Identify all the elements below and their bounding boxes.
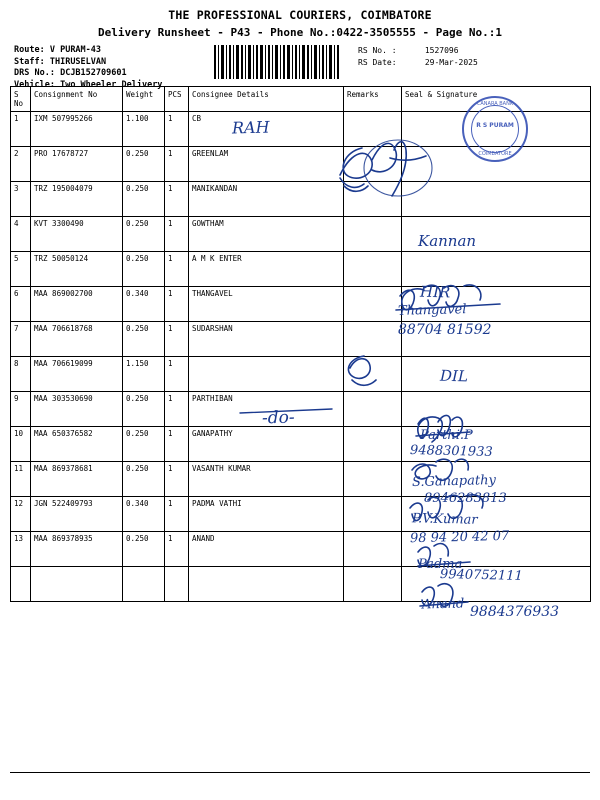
cell-remarks: [344, 462, 402, 497]
cell-consignment: TRZ 195004079: [31, 182, 123, 217]
cell-seal: [402, 182, 591, 217]
cell-pcs: 1: [165, 252, 189, 287]
header-consignment-no: Consignment No: [31, 87, 123, 112]
rs-no-value: 1527096: [424, 46, 459, 55]
handwritten-note: 9488301933: [409, 442, 493, 461]
table-row-blank: [11, 567, 591, 602]
cell-consignee: THANGAVEL: [189, 287, 344, 322]
cell-sno: 7: [11, 322, 31, 357]
cell-consignee: [189, 357, 344, 392]
cell-sno: 9: [11, 392, 31, 427]
staff-row: [14, 57, 162, 69]
route-label: Route:: [14, 45, 45, 55]
cell-weight: 0.250: [123, 252, 165, 287]
handwritten-note: 8946283813: [424, 491, 507, 506]
company-title: THE PROFESSIONAL COURIERS, COIMBATORE: [168, 8, 432, 22]
cell-remarks: [344, 147, 402, 182]
barcode: [214, 45, 342, 79]
table-bottom-border: [10, 772, 590, 773]
cell-pcs: 1: [165, 357, 189, 392]
header-weight: Weight: [123, 87, 165, 112]
meta-left-block: [14, 45, 162, 91]
cell-remarks: [344, 357, 402, 392]
handwritten-note: 98 94 20 42 07: [409, 528, 510, 547]
table-row: [11, 392, 591, 427]
cell-weight: 1.150: [123, 357, 165, 392]
cell-remarks: [344, 427, 402, 462]
cell-seal: [402, 462, 591, 497]
cell-consignment: TRZ 50050124: [31, 252, 123, 287]
document-meta: [0, 45, 600, 91]
table-row: [11, 357, 591, 392]
cell-consignee: PADMA VATHI: [189, 497, 344, 532]
cell-consignment: JGN 522409793: [31, 497, 123, 532]
drs-row: [14, 68, 162, 80]
cell-seal: [402, 497, 591, 532]
cell-weight: 0.340: [123, 287, 165, 322]
rs-date-row: [358, 57, 478, 69]
cell-consignment: MAA 303530690: [31, 392, 123, 427]
handwritten-note: Parthi.P: [420, 428, 473, 443]
cell-weight: 0.340: [123, 497, 165, 532]
bank-stamp-mid-text: R S PURAM: [476, 122, 514, 129]
cell-pcs: 1: [165, 392, 189, 427]
cell-consignment: MAA 650376582: [31, 427, 123, 462]
cell-seal: [402, 532, 591, 567]
handwritten-note: S.Ganapathy: [411, 472, 497, 491]
cell-sno: 2: [11, 147, 31, 182]
bank-stamp-top-text: CANARA BANK: [476, 101, 514, 107]
cell-pcs: 1: [165, 287, 189, 322]
cell-weight: 0.250: [123, 322, 165, 357]
cell-seal: [402, 392, 591, 427]
handwritten-note: RAH: [231, 117, 270, 138]
cell-remarks: [344, 322, 402, 357]
cell-consignment: MAA 706619099: [31, 357, 123, 392]
cell-weight: 0.250: [123, 147, 165, 182]
cell-consignment: MAA 706618768: [31, 322, 123, 357]
rs-date-value: 29-Mar-2025: [424, 57, 478, 67]
cell-remarks: [344, 182, 402, 217]
cell-consignee: SUDARSHAN: [189, 322, 344, 357]
table-row: [11, 462, 591, 497]
handwritten-note: DIL: [439, 366, 469, 386]
rs-no-row: [358, 45, 478, 57]
cell-weight: 1.100: [123, 112, 165, 147]
cell-consignee: GREENLAM: [189, 147, 344, 182]
cell-consignment: KVT 3300490: [31, 217, 123, 252]
cell-seal: [402, 252, 591, 287]
cell-consignee: A M K ENTER: [189, 252, 344, 287]
cell-seal: [402, 287, 591, 322]
cell-sno: 13: [11, 532, 31, 567]
rs-date-label: RS Date:: [358, 57, 397, 67]
cell-consignee: GOWTHAM: [189, 217, 344, 252]
cell-pcs: 1: [165, 147, 189, 182]
table-row: [11, 217, 591, 252]
drs-label: DRS No.:: [14, 68, 55, 78]
table-row: [11, 322, 591, 357]
handwritten-note: Padma: [418, 557, 463, 572]
table-row: [11, 252, 591, 287]
cell-consignee: PARTHIBAN: [189, 392, 344, 427]
cell-consignee: CB: [189, 112, 344, 147]
cell-pcs: 1: [165, 322, 189, 357]
handwritten-note: 88704 81592: [398, 322, 492, 338]
cell-seal: [402, 427, 591, 462]
cell-pcs: 1: [165, 112, 189, 147]
cell-seal: [402, 322, 591, 357]
cell-sno: 6: [11, 287, 31, 322]
cell-weight: 0.250: [123, 462, 165, 497]
table-row: [11, 182, 591, 217]
cell-consignment: PRO 17678727: [31, 147, 123, 182]
header-remarks: Remarks: [344, 87, 402, 112]
header-pcs: PCS: [165, 87, 189, 112]
cell-pcs: 1: [165, 427, 189, 462]
table-body: [11, 112, 591, 602]
handwritten-note: Thangavel: [397, 302, 467, 319]
cell-seal: [402, 357, 591, 392]
cell-consignee: MANIKANDAN: [189, 182, 344, 217]
handwritten-note: Anand: [421, 596, 465, 613]
header-seal-signature: Seal & Signature: [402, 87, 591, 112]
cell-remarks: [344, 112, 402, 147]
cell-consignee: GANAPATHY: [189, 427, 344, 462]
cell-pcs: 1: [165, 182, 189, 217]
cell-weight: 0.250: [123, 532, 165, 567]
cell-consignee: VASANTH KUMAR: [189, 462, 344, 497]
cell-remarks: [344, 252, 402, 287]
vehicle-value: Two Wheeler Delivery: [60, 79, 163, 90]
cell-sno: 10: [11, 427, 31, 462]
cell-seal: [402, 217, 591, 252]
table-row: [11, 497, 591, 532]
cell-remarks: [344, 287, 402, 322]
handwritten-note: Kannan: [418, 232, 477, 250]
meta-right-block: [358, 45, 478, 68]
bank-stamp-inner-ring: [471, 105, 519, 153]
cell-sno: 5: [11, 252, 31, 287]
cell-sno: 1: [11, 112, 31, 147]
document-subtitle: Delivery Runsheet - P43 - Phone No.:0422-3505555 - Page No.:1: [98, 26, 502, 39]
cell-sno: 12: [11, 497, 31, 532]
cell-consignment: MAA 869378681: [31, 462, 123, 497]
cell-pcs: 1: [165, 497, 189, 532]
handwritten-note: 9884376933: [470, 604, 560, 620]
cell-remarks: [344, 392, 402, 427]
staff-value: THIRUSELVAN: [49, 56, 107, 67]
handwritten-note: HIR: [419, 282, 451, 302]
cell-pcs: 1: [165, 217, 189, 252]
cell-pcs: 1: [165, 462, 189, 497]
bank-stamp-bottom-text: COIMBATORE: [478, 151, 512, 157]
cell-weight: 0.250: [123, 392, 165, 427]
cell-remarks: [344, 497, 402, 532]
runsheet-table: [10, 86, 591, 602]
table-row: [11, 532, 591, 567]
vehicle-label: Vehicle:: [14, 79, 55, 90]
cell-remarks: [344, 532, 402, 567]
handwritten-note: 9940752111: [439, 566, 523, 585]
rs-no-label: RS No. :: [358, 46, 397, 55]
table-row: [11, 427, 591, 462]
table-row: [11, 287, 591, 322]
bank-stamp: [462, 96, 528, 162]
cell-sno: 4: [11, 217, 31, 252]
cell-consignment: MAA 869378935: [31, 532, 123, 567]
route-row: [14, 45, 162, 57]
cell-remarks: [344, 217, 402, 252]
cell-consignment: IXM 507995266: [31, 112, 123, 147]
cell-weight: 0.250: [123, 427, 165, 462]
route-value: V PURAM-43: [49, 45, 102, 55]
drs-value: DCJB152709601: [60, 68, 127, 78]
cell-sno: 3: [11, 182, 31, 217]
cell-consignee: ANAND: [189, 532, 344, 567]
handwritten-note: -do-: [261, 407, 295, 429]
staff-label: Staff:: [14, 56, 45, 67]
cell-weight: 0.250: [123, 182, 165, 217]
handwritten-note: P.V.Kumar: [411, 511, 478, 528]
header-consignee-details: Consignee Details: [189, 87, 344, 112]
cell-sno: 11: [11, 462, 31, 497]
cell-sno: 8: [11, 357, 31, 392]
header-sno: S No: [11, 87, 31, 112]
cell-consignment: MAA 869002700: [31, 287, 123, 322]
cell-pcs: 1: [165, 532, 189, 567]
cell-weight: 0.250: [123, 217, 165, 252]
